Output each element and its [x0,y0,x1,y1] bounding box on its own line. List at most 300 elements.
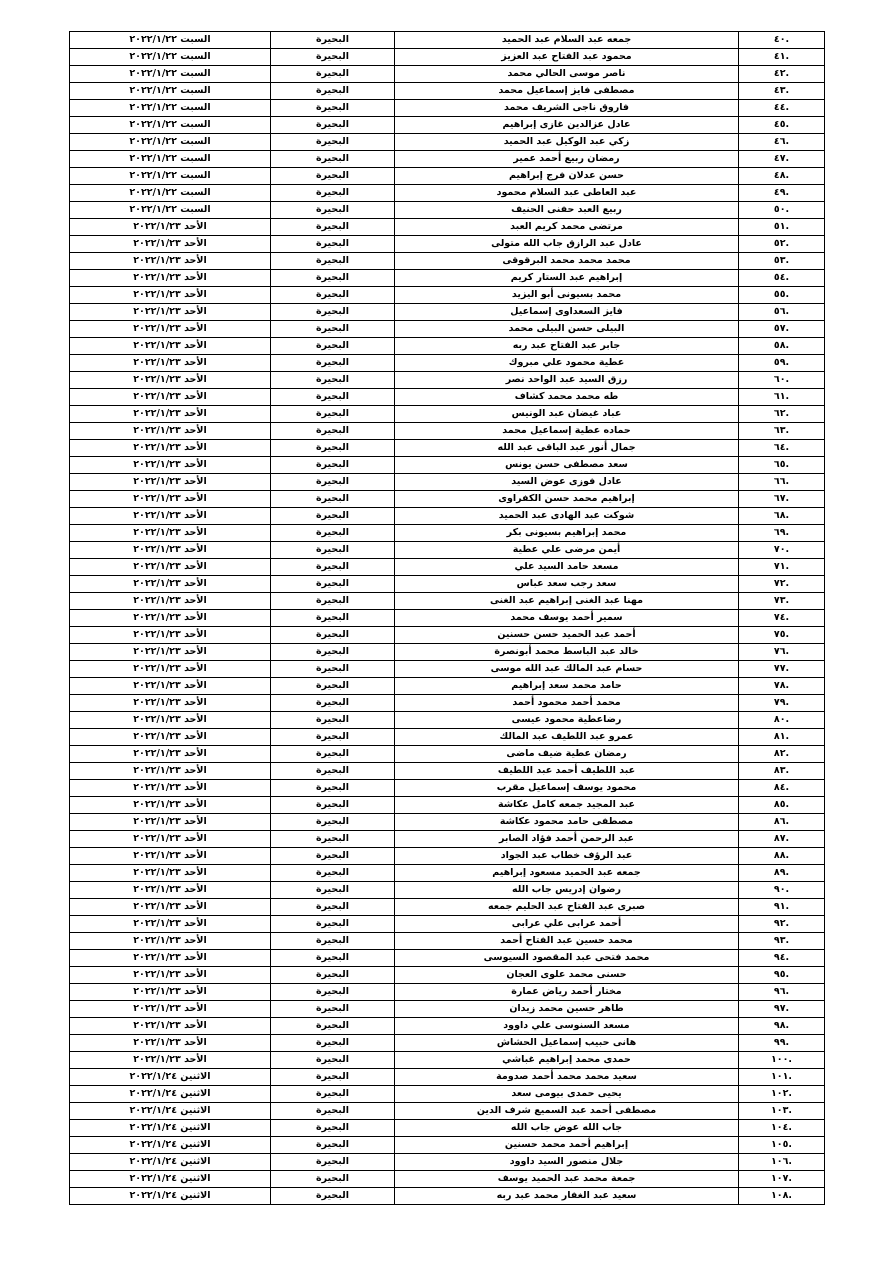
person-name: عادل عزالدين غازى إبراهيم [395,117,739,134]
table-row [70,474,825,491]
governorate: البحيرة [271,304,395,321]
governorate: البحيرة [271,1154,395,1171]
governorate: البحيرة [271,423,395,440]
row-number: .٨٠ [739,712,825,729]
person-name: سعد مصطفى حسن يونس [395,457,739,474]
person-name: مرتضى محمد كريم العبد [395,219,739,236]
governorate: البحيرة [271,389,395,406]
visit-date: الاثنين ٢٠٢٢/١/٢٤ [70,1120,271,1137]
visit-date: السبت ٢٠٢٢/١/٢٢ [70,32,271,49]
person-name: حامد محمد سعد إبراهيم [395,678,739,695]
governorate: البحيرة [271,355,395,372]
table-row [70,1103,825,1120]
person-name: ربيع العبد حفنى الحنيف [395,202,739,219]
row-number: .٨٨ [739,848,825,865]
person-name: عادل فوزى عوض السيد [395,474,739,491]
table-row [70,661,825,678]
table-row [70,508,825,525]
person-name: جاب الله عوض جاب الله [395,1120,739,1137]
person-name: أيمن مرضى علي عطية [395,542,739,559]
table-row [70,865,825,882]
person-name: عبد المجيد جمعه كامل عكاشة [395,797,739,814]
governorate: البحيرة [271,797,395,814]
visit-date: الأحد ٢٠٢٢/١/٢٣ [70,593,271,610]
person-name: عطية محمود علي مبروك [395,355,739,372]
governorate: البحيرة [271,984,395,1001]
visit-date: الأحد ٢٠٢٢/١/٢٣ [70,508,271,525]
person-name: عبد الرؤف خطاب عبد الجواد [395,848,739,865]
visit-date: السبت ٢٠٢٢/١/٢٢ [70,185,271,202]
person-name: حسن عدلان فرج إبراهيم [395,168,739,185]
visit-date: الأحد ٢٠٢٢/١/٢٣ [70,1035,271,1052]
person-name: خالد عبد الباسط محمد أبونصرة [395,644,739,661]
governorate: البحيرة [271,32,395,49]
table-row [70,916,825,933]
table-row [70,593,825,610]
governorate: البحيرة [271,610,395,627]
person-name: مختار أحمد رياض عمارة [395,984,739,1001]
governorate: البحيرة [271,338,395,355]
governorate: البحيرة [271,1086,395,1103]
row-number: .١٠٢ [739,1086,825,1103]
table-row [70,559,825,576]
table-row [70,1052,825,1069]
person-name: عادل عبد الرازق جاب الله متولى [395,236,739,253]
person-name: إبراهيم محمد حسن الكفراوى [395,491,739,508]
row-number: .٧٩ [739,695,825,712]
person-name: سعيد عبد الغفار محمد عبد ربه [395,1188,739,1205]
visit-date: الأحد ٢٠٢٢/١/٢٣ [70,848,271,865]
visit-date: الأحد ٢٠٢٢/١/٢٣ [70,746,271,763]
person-name: جمال أنور عبد الباقى عبد الله [395,440,739,457]
table-row [70,814,825,831]
visit-date: الأحد ٢٠٢٢/١/٢٣ [70,729,271,746]
person-name: ناصر موسى الحالي محمد [395,66,739,83]
person-name: إبراهيم عبد الستار كريم [395,270,739,287]
governorate: البحيرة [271,270,395,287]
visit-date: الأحد ٢٠٢٢/١/٢٣ [70,440,271,457]
governorate: البحيرة [271,117,395,134]
table-row [70,576,825,593]
visit-date: الأحد ٢٠٢٢/١/٢٣ [70,304,271,321]
visit-date: الأحد ٢٠٢٢/١/٢٣ [70,219,271,236]
row-number: .٧٤ [739,610,825,627]
row-number: .٦٩ [739,525,825,542]
visit-date: الأحد ٢٠٢٢/١/٢٣ [70,1052,271,1069]
governorate: البحيرة [271,695,395,712]
row-number: .٩٠ [739,882,825,899]
governorate: البحيرة [271,253,395,270]
row-number: .٤٨ [739,168,825,185]
table-row [70,542,825,559]
visit-date: الأحد ٢٠٢٢/١/٢٣ [70,882,271,899]
table-row [70,134,825,151]
governorate: البحيرة [271,151,395,168]
row-number: .٧٧ [739,661,825,678]
person-name: فايز السعداوى إسماعيل [395,304,739,321]
visit-date: الأحد ٢٠٢٢/١/٢٣ [70,831,271,848]
table-row [70,1171,825,1188]
governorate: البحيرة [271,882,395,899]
row-number: .١٠١ [739,1069,825,1086]
person-name: رمضان ربيع أحمد عمير [395,151,739,168]
table-row [70,950,825,967]
row-number: .٦١ [739,389,825,406]
visit-date: الأحد ٢٠٢٢/١/٢٣ [70,525,271,542]
row-number: .٨٧ [739,831,825,848]
person-name: رزق السيد عبد الواحد نصر [395,372,739,389]
visit-date: الأحد ٢٠٢٢/١/٢٣ [70,967,271,984]
person-name: حماده عطية إسماعيل محمد [395,423,739,440]
person-name: سعيد محمد محمد أحمد صدومة [395,1069,739,1086]
person-name: محمد محمد محمد البرقوقى [395,253,739,270]
person-name: محمود عبد الفتاح عبد العزيز [395,49,739,66]
person-name: رمضان عطية ضيف ماضى [395,746,739,763]
table-row [70,66,825,83]
table-row [70,49,825,66]
row-number: .٥٠ [739,202,825,219]
row-number: .٨٤ [739,780,825,797]
person-name: يحيى حمدى بيومى سعد [395,1086,739,1103]
visit-date: الأحد ٢٠٢٢/١/٢٣ [70,916,271,933]
row-number: .٥٧ [739,321,825,338]
table-row [70,797,825,814]
person-name: محمد حسين عبد الفتاح أحمد [395,933,739,950]
visit-date: الأحد ٢٠٢٢/١/٢٣ [70,644,271,661]
table-row [70,848,825,865]
governorate: البحيرة [271,746,395,763]
governorate: البحيرة [271,236,395,253]
person-name: رضوان إدريس جاب الله [395,882,739,899]
governorate: البحيرة [271,967,395,984]
row-number: .٨٩ [739,865,825,882]
governorate: البحيرة [271,865,395,882]
table-row [70,355,825,372]
table-row [70,253,825,270]
row-number: .٥٤ [739,270,825,287]
visit-date: الأحد ٢٠٢٢/١/٢٣ [70,355,271,372]
person-name: سعد رجب سعد عباس [395,576,739,593]
person-name: عبد اللطيف أحمد عبد اللطيف [395,763,739,780]
row-number: .٦٠ [739,372,825,389]
row-number: .٦٢ [739,406,825,423]
person-name: حسنى محمد علوى العجان [395,967,739,984]
row-number: .٧٢ [739,576,825,593]
person-name: أحمد عبد الحميد حسن حسنين [395,627,739,644]
visit-date: الأحد ٢٠٢٢/١/٢٣ [70,627,271,644]
row-number: .٨٦ [739,814,825,831]
row-number: .٦٥ [739,457,825,474]
row-number: .٤٥ [739,117,825,134]
row-number: .٤١ [739,49,825,66]
governorate: البحيرة [271,83,395,100]
visit-date: السبت ٢٠٢٢/١/٢٢ [70,83,271,100]
table-row [70,1120,825,1137]
table-row [70,831,825,848]
visit-date: الاثنين ٢٠٢٢/١/٢٤ [70,1086,271,1103]
row-number: .٧١ [739,559,825,576]
row-number: .٦٧ [739,491,825,508]
governorate: البحيرة [271,780,395,797]
governorate: البحيرة [271,627,395,644]
governorate: البحيرة [271,814,395,831]
table-row [70,967,825,984]
governorate: البحيرة [271,66,395,83]
governorate: البحيرة [271,1171,395,1188]
visit-date: السبت ٢٠٢٢/١/٢٢ [70,66,271,83]
table-row [70,270,825,287]
table-row [70,1154,825,1171]
row-number: .٤٣ [739,83,825,100]
table-row [70,185,825,202]
table-row [70,899,825,916]
visit-date: الأحد ٢٠٢٢/١/٢٣ [70,270,271,287]
visit-date: الاثنين ٢٠٢٢/١/٢٤ [70,1069,271,1086]
governorate: البحيرة [271,1018,395,1035]
row-number: .٧٥ [739,627,825,644]
person-name: أحمد عرابى علي عرابى [395,916,739,933]
person-name: مسعد السنوسى علي داوود [395,1018,739,1035]
row-number: .٥٥ [739,287,825,304]
row-number: .١٠٠ [739,1052,825,1069]
person-name: عمرو عبد اللطيف عبد المالك [395,729,739,746]
table-row [70,83,825,100]
table-row [70,389,825,406]
table-row [70,984,825,1001]
row-number: .٤٩ [739,185,825,202]
person-name: مصطفى حامد محمود عكاشة [395,814,739,831]
governorate: البحيرة [271,100,395,117]
governorate: البحيرة [271,712,395,729]
governorate: البحيرة [271,848,395,865]
governorate: البحيرة [271,219,395,236]
table-row [70,491,825,508]
row-number: .٩٥ [739,967,825,984]
table-row [70,1188,825,1205]
table-row [70,763,825,780]
visit-date: الأحد ٢٠٢٢/١/٢٣ [70,406,271,423]
person-name: عبد الرحمن أحمد فؤاد الصابر [395,831,739,848]
table-row [70,1086,825,1103]
governorate: البحيرة [271,644,395,661]
table-row [70,933,825,950]
governorate: البحيرة [271,576,395,593]
table-row [70,729,825,746]
visit-date: الأحد ٢٠٢٢/١/٢٣ [70,780,271,797]
person-name: البيلى حسن البيلى محمد [395,321,739,338]
governorate: البحيرة [271,593,395,610]
row-number: .٧٦ [739,644,825,661]
row-number: .٤٧ [739,151,825,168]
table-row [70,372,825,389]
visit-date: الاثنين ٢٠٢٢/١/٢٤ [70,1137,271,1154]
person-name: شوكت عبد الهادى عبد الحميد [395,508,739,525]
table-row [70,236,825,253]
visit-date: الأحد ٢٠٢٢/١/٢٣ [70,610,271,627]
row-number: .٦٤ [739,440,825,457]
person-name: جابر عبد الفتاح عبد ربه [395,338,739,355]
visit-date: الاثنين ٢٠٢٢/١/٢٤ [70,1188,271,1205]
visit-date: الأحد ٢٠٢٢/١/٢٣ [70,321,271,338]
governorate: البحيرة [271,185,395,202]
governorate: البحيرة [271,1052,395,1069]
table-row [70,338,825,355]
visit-date: السبت ٢٠٢٢/١/٢٢ [70,49,271,66]
governorate: البحيرة [271,134,395,151]
person-name: إبراهيم أحمد محمد حسنين [395,1137,739,1154]
person-name: محمد أحمد محمود أحمد [395,695,739,712]
visit-date: السبت ٢٠٢٢/١/٢٢ [70,202,271,219]
row-number: .١٠٦ [739,1154,825,1171]
table-row [70,712,825,729]
row-number: .٦٦ [739,474,825,491]
table-row [70,406,825,423]
visit-date: السبت ٢٠٢٢/١/٢٢ [70,151,271,168]
row-number: .٩٧ [739,1001,825,1018]
governorate: البحيرة [271,525,395,542]
governorate: البحيرة [271,474,395,491]
visit-date: الأحد ٢٠٢٢/١/٢٣ [70,389,271,406]
visit-date: السبت ٢٠٢٢/١/٢٢ [70,117,271,134]
visit-date: الأحد ٢٠٢٢/١/٢٣ [70,814,271,831]
row-number: .٨٣ [739,763,825,780]
row-number: .٩٩ [739,1035,825,1052]
table-row [70,1018,825,1035]
table-row [70,423,825,440]
visit-date: الاثنين ٢٠٢٢/١/٢٤ [70,1103,271,1120]
row-number: .٩٢ [739,916,825,933]
visit-date: الأحد ٢٠٢٢/١/٢٣ [70,457,271,474]
table-row [70,321,825,338]
visit-date: الأحد ٢٠٢٢/١/٢٣ [70,984,271,1001]
person-name: حمدى محمد إبراهيم غباشي [395,1052,739,1069]
visit-date: الأحد ٢٠٢٢/١/٢٣ [70,236,271,253]
visit-date: الأحد ٢٠٢٢/١/٢٣ [70,678,271,695]
table-row [70,457,825,474]
person-name: محمد فتحى عبد المقصود السيوسى [395,950,739,967]
roster-body [70,32,825,1205]
document-page [69,31,824,1205]
table-row [70,610,825,627]
table-row [70,882,825,899]
row-number: .٦٨ [739,508,825,525]
table-row [70,117,825,134]
governorate: البحيرة [271,729,395,746]
row-number: .٦٣ [739,423,825,440]
governorate: البحيرة [271,831,395,848]
row-number: .٧٣ [739,593,825,610]
person-name: جمعه عبد الحميد مسعود إبراهيم [395,865,739,882]
table-row [70,440,825,457]
table-row [70,219,825,236]
visit-date: الأحد ٢٠٢٢/١/٢٣ [70,950,271,967]
governorate: البحيرة [271,321,395,338]
row-number: .٩٨ [739,1018,825,1035]
table-row [70,1069,825,1086]
person-name: زكي عبد الوكيل عبد الحميد [395,134,739,151]
table-row [70,780,825,797]
table-row [70,32,825,49]
visit-date: الاثنين ٢٠٢٢/١/٢٤ [70,1171,271,1188]
row-number: .١٠٨ [739,1188,825,1205]
person-name: رضاعطية محمود عيسى [395,712,739,729]
row-number: .٧٠ [739,542,825,559]
governorate: البحيرة [271,49,395,66]
visit-date: الأحد ٢٠٢٢/١/٢٣ [70,933,271,950]
table-row [70,678,825,695]
row-number: .٥٦ [739,304,825,321]
row-number: .٩٦ [739,984,825,1001]
visit-date: الأحد ٢٠٢٢/١/٢٣ [70,1001,271,1018]
visit-date: الأحد ٢٠٢٢/١/٢٣ [70,253,271,270]
table-row [70,1035,825,1052]
person-name: فاروق ناجى الشريف محمد [395,100,739,117]
governorate: البحيرة [271,559,395,576]
visit-date: الأحد ٢٠٢٢/١/٢٣ [70,423,271,440]
person-name: مهنا عبد الغنى إبراهيم عبد الغنى [395,593,739,610]
governorate: البحيرة [271,542,395,559]
visit-date: الأحد ٢٠٢٢/١/٢٣ [70,899,271,916]
visit-date: الأحد ٢٠٢٢/١/٢٣ [70,474,271,491]
governorate: البحيرة [271,1001,395,1018]
governorate: البحيرة [271,440,395,457]
row-number: .٨١ [739,729,825,746]
governorate: البحيرة [271,1103,395,1120]
person-name: محمد إبراهيم بسيونى بكر [395,525,739,542]
visit-date: الأحد ٢٠٢٢/١/٢٣ [70,542,271,559]
governorate: البحيرة [271,1035,395,1052]
row-number: .٥٢ [739,236,825,253]
governorate: البحيرة [271,457,395,474]
governorate: البحيرة [271,1069,395,1086]
visit-date: الاثنين ٢٠٢٢/١/٢٤ [70,1154,271,1171]
governorate: البحيرة [271,1188,395,1205]
person-name: سمير أحمد يوسف محمد [395,610,739,627]
visit-date: السبت ٢٠٢٢/١/٢٢ [70,134,271,151]
governorate: البحيرة [271,763,395,780]
row-number: .٤٦ [739,134,825,151]
table-row [70,100,825,117]
table-row [70,151,825,168]
row-number: .٥٨ [739,338,825,355]
row-number: .٤٢ [739,66,825,83]
table-row [70,525,825,542]
row-number: .٩٤ [739,950,825,967]
visit-date: الأحد ٢٠٢٢/١/٢٣ [70,865,271,882]
table-row [70,1137,825,1154]
visit-date: الأحد ٢٠٢٢/١/٢٣ [70,576,271,593]
person-name: عبد العاطى عبد السلام محمود [395,185,739,202]
visit-date: الأحد ٢٠٢٢/١/٢٣ [70,712,271,729]
visit-date: السبت ٢٠٢٢/١/٢٢ [70,168,271,185]
governorate: البحيرة [271,899,395,916]
person-name: طه محمد محمد كشاف [395,389,739,406]
table-row [70,695,825,712]
person-name: مصطفى فايز إسماعيل محمد [395,83,739,100]
person-name: عباد غيضان عبد الونيس [395,406,739,423]
visit-date: الأحد ٢٠٢٢/١/٢٣ [70,695,271,712]
table-row [70,304,825,321]
governorate: البحيرة [271,202,395,219]
row-number: .٨٢ [739,746,825,763]
row-number: .١٠٥ [739,1137,825,1154]
row-number: .٨٥ [739,797,825,814]
governorate: البحيرة [271,508,395,525]
table-row [70,1001,825,1018]
governorate: البحيرة [271,1120,395,1137]
person-name: محمد بسيونى أبو اليزيد [395,287,739,304]
person-name: جلال منصور السيد داوود [395,1154,739,1171]
